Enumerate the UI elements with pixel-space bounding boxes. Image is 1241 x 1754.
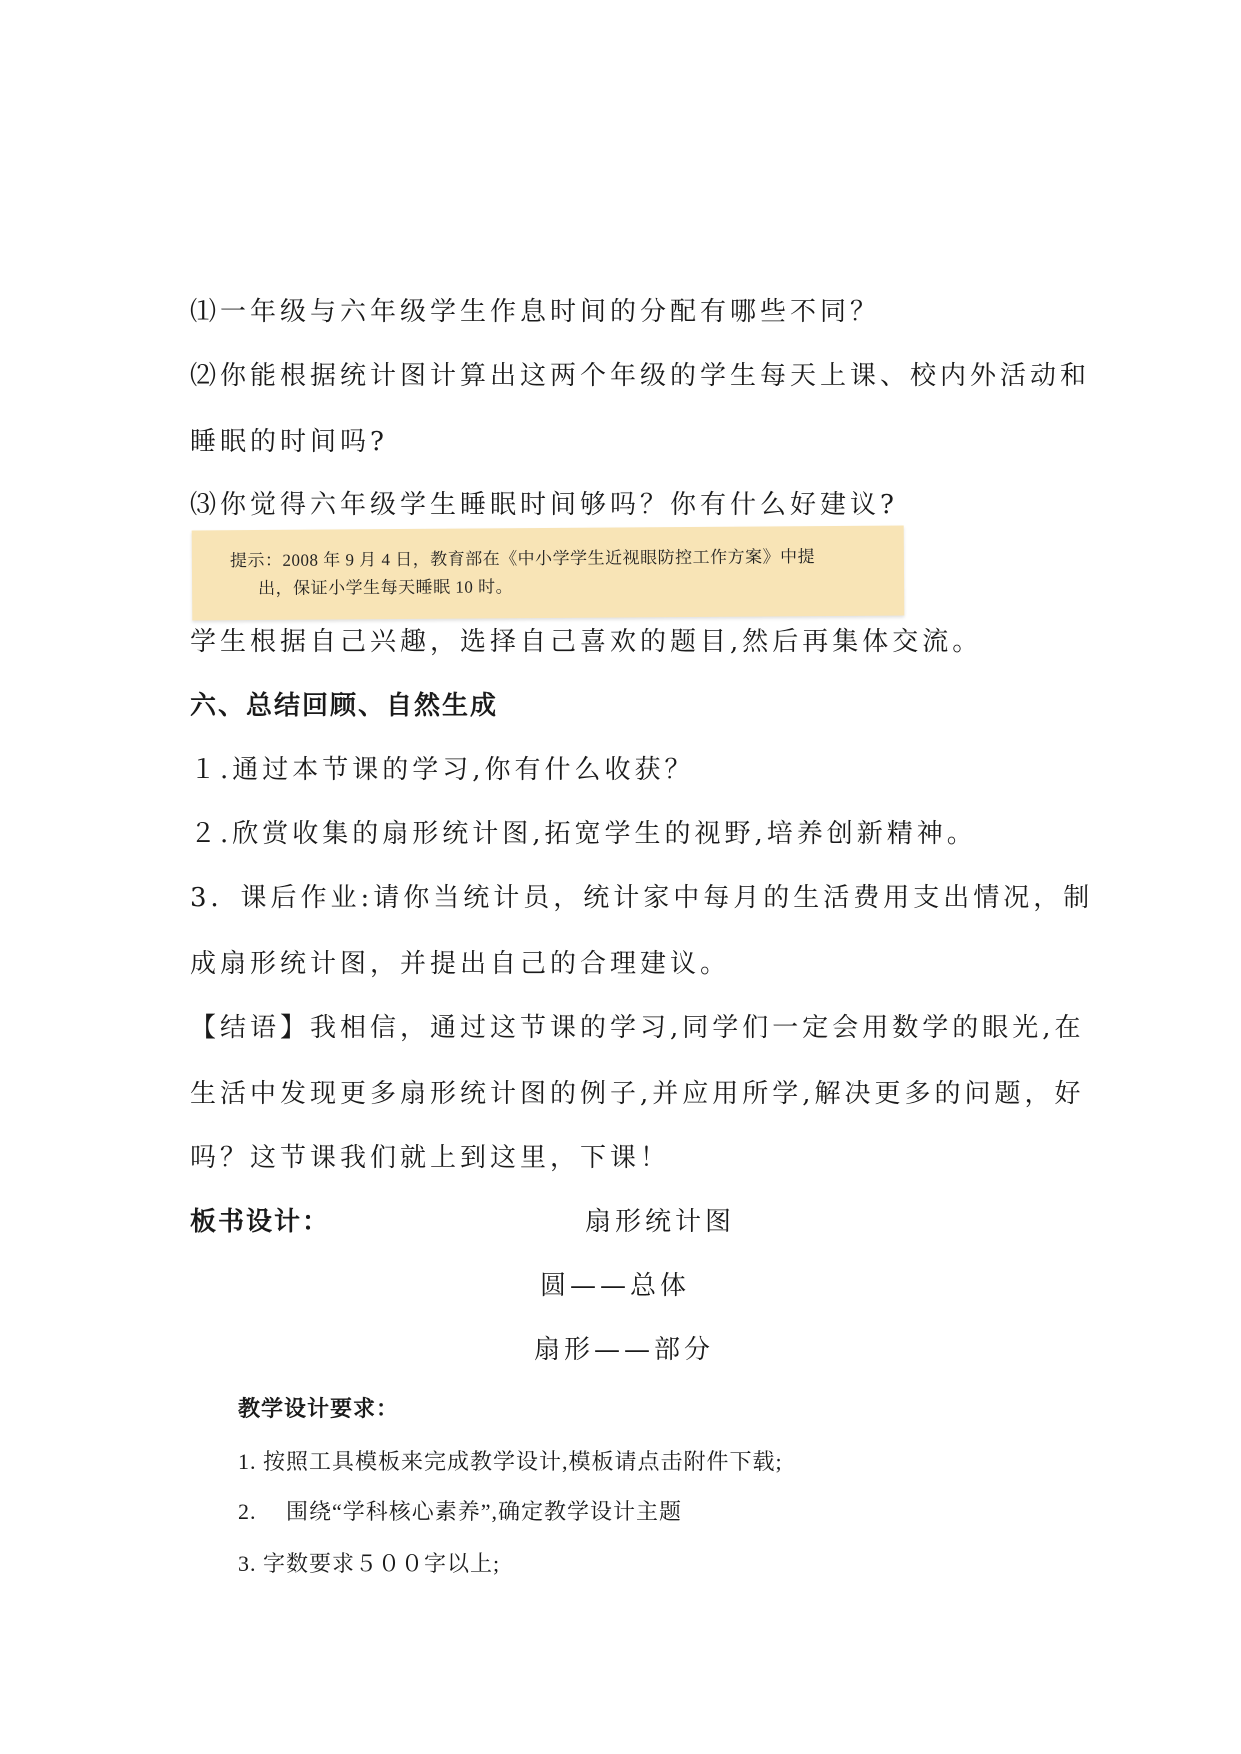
tip-line-1: 提示：2008 年 9 月 4 日，教育部在《中小学学生近视眼防控工作方案》中提 bbox=[229, 547, 816, 571]
question-2-line-2: 睡眠的时间吗? bbox=[190, 427, 388, 457]
requirements-item-2: 2. 围绕“学科核心素养”,确定教学设计主题 bbox=[238, 1499, 683, 1524]
tip-note bbox=[192, 526, 905, 621]
conclusion-line-2: 生活中发现更多扇形统计图的例子,并应用所学,解决更多的问题，好 bbox=[190, 1079, 1085, 1109]
board-title: 扇形统计图 bbox=[585, 1207, 736, 1237]
board-row-2: 扇形——部分 bbox=[534, 1335, 715, 1365]
question-1: ⑴一年级与六年级学生作息时间的分配有哪些不同？ bbox=[190, 297, 881, 327]
requirements-heading: 教学设计要求： bbox=[238, 1397, 400, 1422]
question-3: ⑶你觉得六年级学生睡眠时间够吗？你有什么好建议? bbox=[190, 490, 898, 520]
board-design-label: 板书设计： bbox=[190, 1207, 331, 1237]
section-6-item-3-line-2: 成扇形统计图，并提出自己的合理建议。 bbox=[190, 949, 731, 979]
question-2-line-1: ⑵你能根据统计图计算出这两个年级的学生每天上课、校内外活动和 bbox=[190, 361, 1091, 391]
tip-line-2: 出，保证小学生每天睡眠 10 时。 bbox=[258, 577, 514, 599]
section-6-item-1: １.通过本节课的学习,你有什么收获？ bbox=[190, 755, 695, 785]
conclusion-line-3: 吗？这节课我们就上到这里，下课！ bbox=[190, 1143, 671, 1173]
conclusion-line-1: 【结语】我相信，通过这节课的学习,同学们一定会用数学的眼光,在 bbox=[190, 1013, 1085, 1043]
requirements-item-3: 3. 字数要求５００字以上; bbox=[238, 1551, 501, 1576]
section-6-item-3-line-1: 3．课后作业:请你当统计员，统计家中每月的生活费用支出情况，制 bbox=[190, 883, 1094, 913]
section-6-item-2: ２.欣赏收集的扇形统计图,拓宽学生的视野,培养创新精神。 bbox=[190, 819, 977, 849]
section-6-heading: 六、总结回顾、自然生成 bbox=[190, 691, 499, 721]
board-row-1: 圆——总体 bbox=[540, 1271, 691, 1301]
after-tip-text: 学生根据自己兴趣，选择自己喜欢的题目,然后再集体交流。 bbox=[190, 627, 983, 657]
requirements-item-1: 1. 按照工具模板来完成教学设计,模板请点击附件下载; bbox=[238, 1449, 783, 1474]
